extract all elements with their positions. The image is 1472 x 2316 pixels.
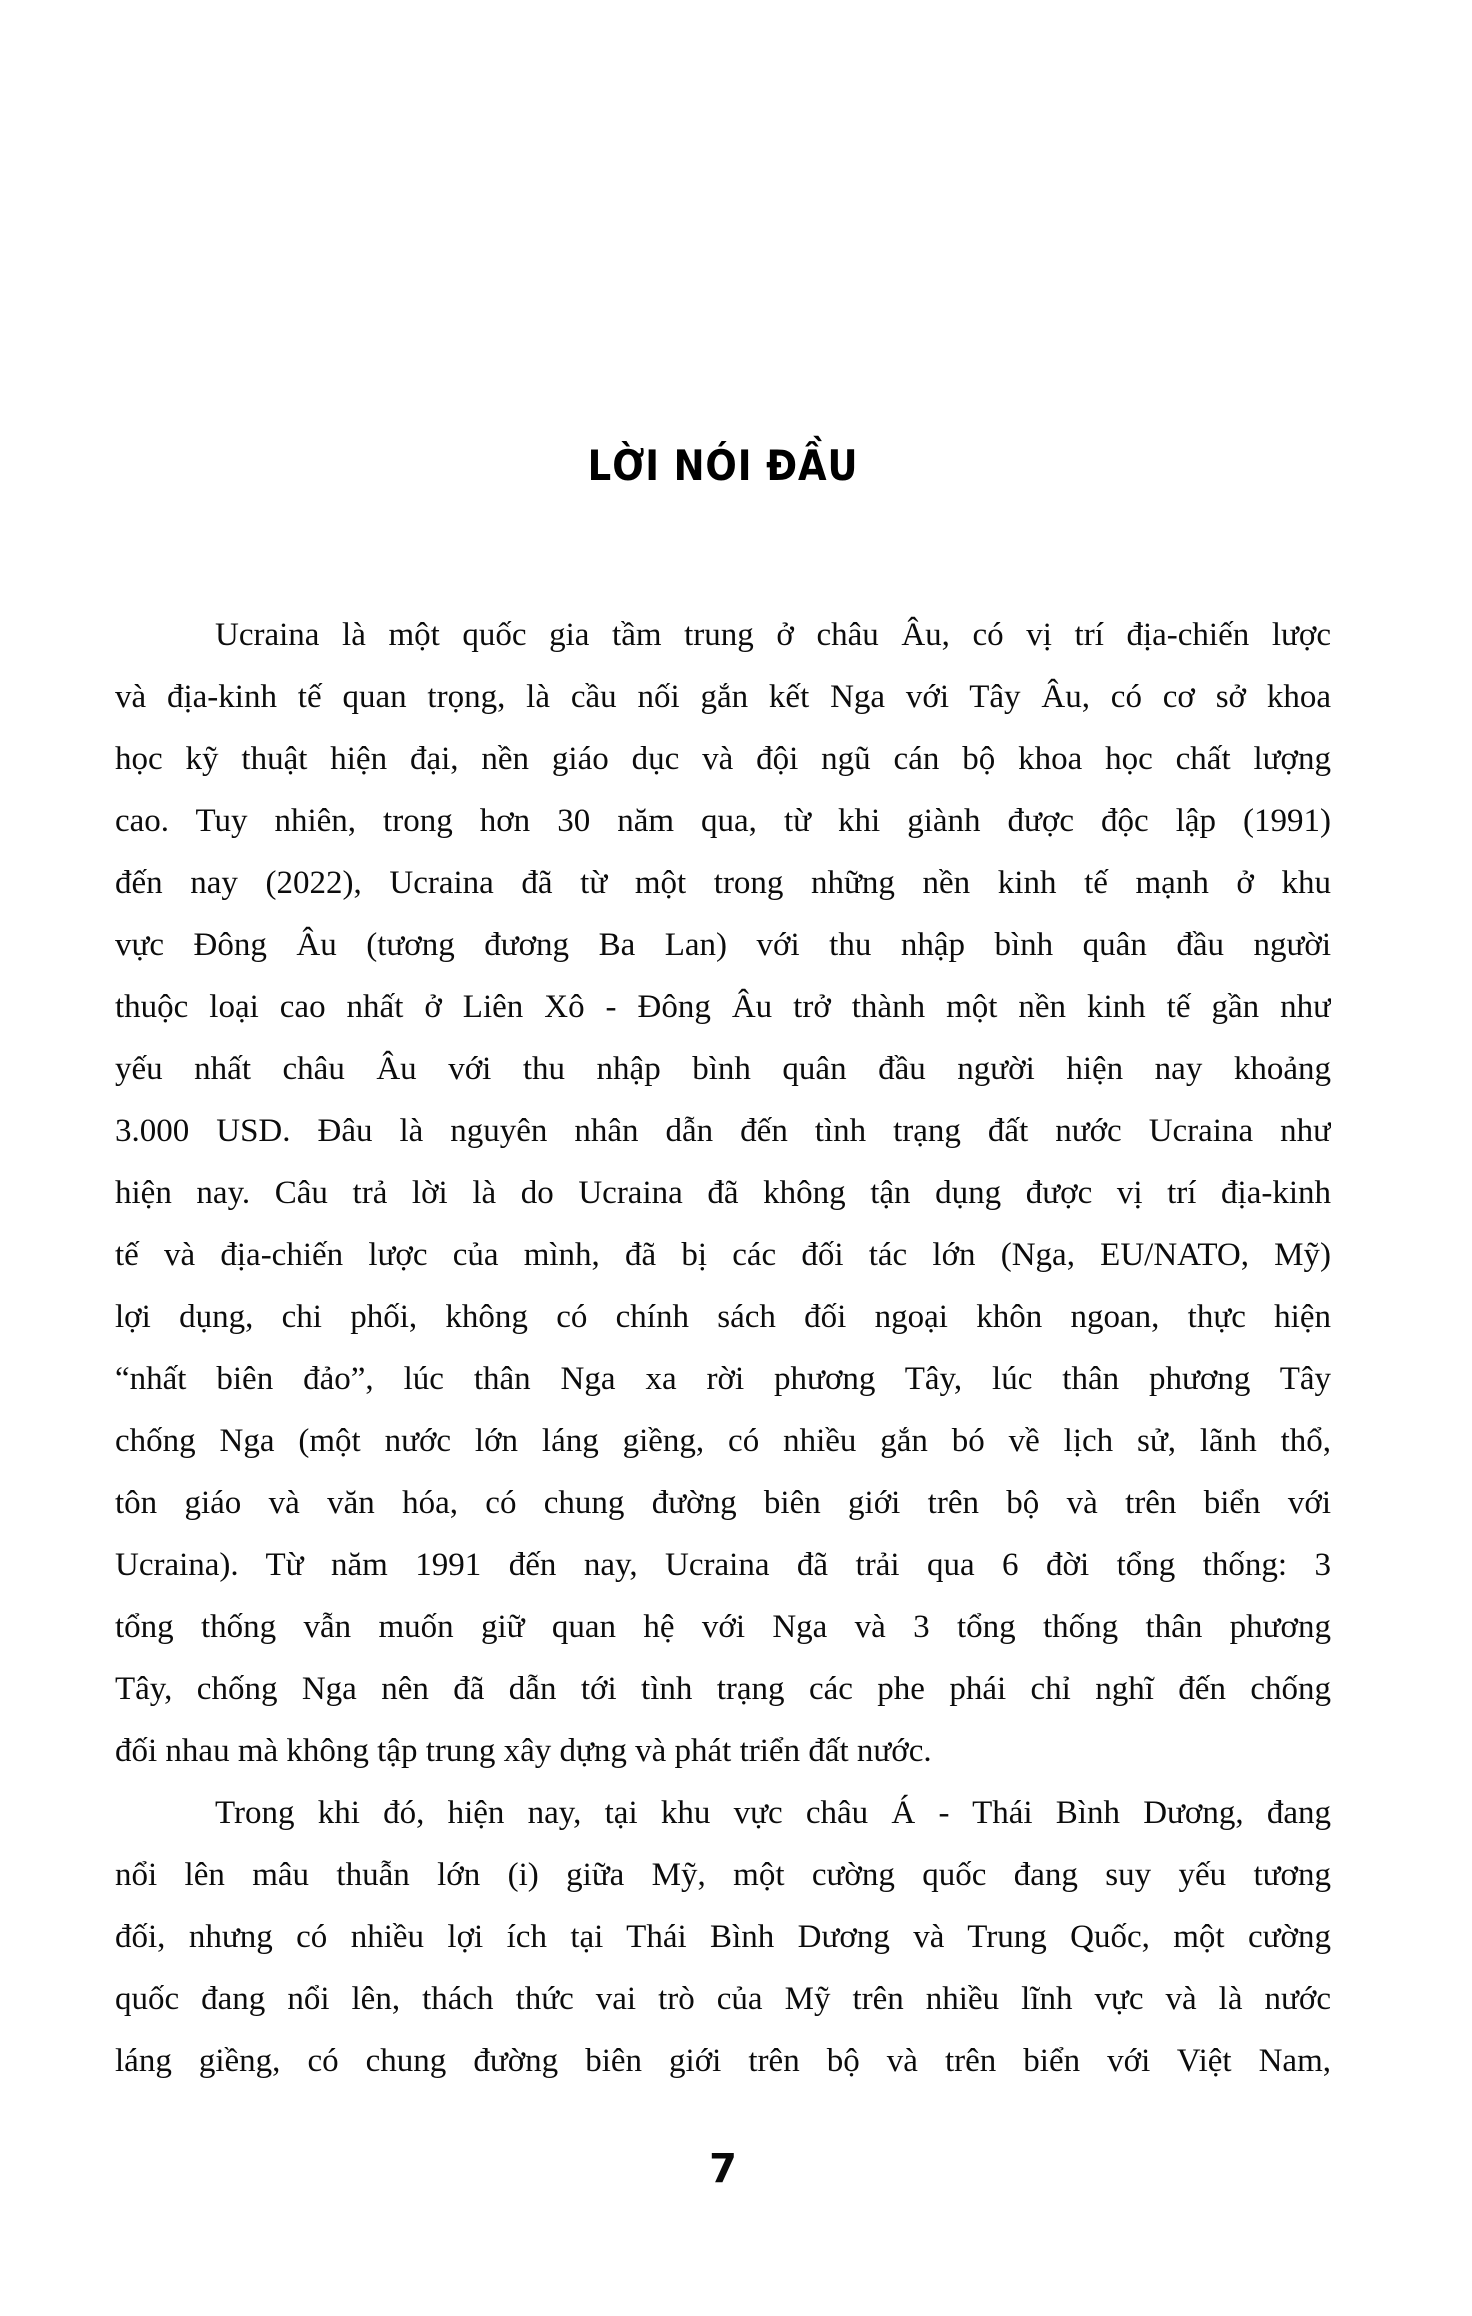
text-line: quốc đang nổi lên, thách thức vai trò của Mỹ trên nhiều lĩnh vực và là nước	[115, 1981, 1331, 2017]
text-line: lợi dụng, chi phối, không có chính sách đối ngoại khôn ngoan, thực hiện	[115, 1299, 1331, 1335]
paragraphs	[115, 604, 1331, 2092]
text-line: học kỹ thuật hiện đại, nền giáo dục và đội ngũ cán bộ khoa học chất lượng	[115, 741, 1331, 777]
text-line: tổng thống vẫn muốn giữ quan hệ với Nga và 3 tổng thống thân phương	[115, 1609, 1331, 1645]
body-text	[115, 604, 1331, 2092]
paragraph	[115, 604, 1331, 1782]
text-line: vực Đông Âu (tương đương Ba Lan) với thu nhập bình quân đầu người	[115, 927, 1331, 963]
text-line: chống Nga (một nước lớn láng giềng, có nhiều gắn bó về lịch sử, lãnh thổ,	[115, 1423, 1331, 1459]
text-line: thuộc loại cao nhất ở Liên Xô - Đông Âu trở thành một nền kinh tế gần như	[115, 989, 1331, 1025]
text-line: đến nay (2022), Ucraina đã từ một trong những nền kinh tế mạnh ở khu	[115, 865, 1331, 901]
text-line: Ucraina là một quốc gia tầm trung ở châu Âu, có vị trí địa-chiến lược	[215, 617, 1331, 653]
text-line: đối, nhưng có nhiều lợi ích tại Thái Bình Dương và Trung Quốc, một cường	[115, 1919, 1331, 1955]
text-line: Tây, chống Nga nên đã dẫn tới tình trạng các phe phái chỉ nghĩ đến chống	[115, 1671, 1331, 1707]
paragraph	[115, 1782, 1331, 2092]
text-line: láng giềng, có chung đường biên giới trên bộ và trên biển với Việt Nam,	[115, 2043, 1331, 2079]
page-number: 7	[709, 2146, 737, 2192]
text-line: yếu nhất châu Âu với thu nhập bình quân đầu người hiện nay khoảng	[115, 1051, 1331, 1087]
text-line: và địa-kinh tế quan trọng, là cầu nối gắn kết Nga với Tây Âu, có cơ sở khoa	[115, 679, 1331, 715]
text-line: tế và địa-chiến lược của mình, đã bị các đối tác lớn (Nga, EU/NATO, Mỹ)	[115, 1237, 1331, 1273]
page-title: LỜI NÓI ĐẦU	[587, 441, 859, 490]
text-line: Trong khi đó, hiện nay, tại khu vực châu Á - Thái Bình Dương, đang	[215, 1795, 1331, 1831]
text-line: Ucraina). Từ năm 1991 đến nay, Ucraina đã trải qua 6 đời tổng thống: 3	[115, 1547, 1331, 1583]
text-line: cao. Tuy nhiên, trong hơn 30 năm qua, từ khi giành được độc lập (1991)	[115, 803, 1331, 839]
text-line: hiện nay. Câu trả lời là do Ucraina đã không tận dụng được vị trí địa-kinh	[115, 1175, 1331, 1211]
text-line: 3.000 USD. Đâu là nguyên nhân dẫn đến tình trạng đất nước Ucraina như	[115, 1113, 1331, 1149]
text-line: đối nhau mà không tập trung xây dựng và phát triển đất nước.	[115, 1733, 932, 1769]
text-line: “nhất biên đảo”, lúc thân Nga xa rời phương Tây, lúc thân phương Tây	[115, 1361, 1331, 1397]
text-line: tôn giáo và văn hóa, có chung đường biên giới trên bộ và trên biển với	[115, 1485, 1331, 1521]
text-line: nổi lên mâu thuẫn lớn (i) giữa Mỹ, một cường quốc đang suy yếu tương	[115, 1857, 1331, 1893]
